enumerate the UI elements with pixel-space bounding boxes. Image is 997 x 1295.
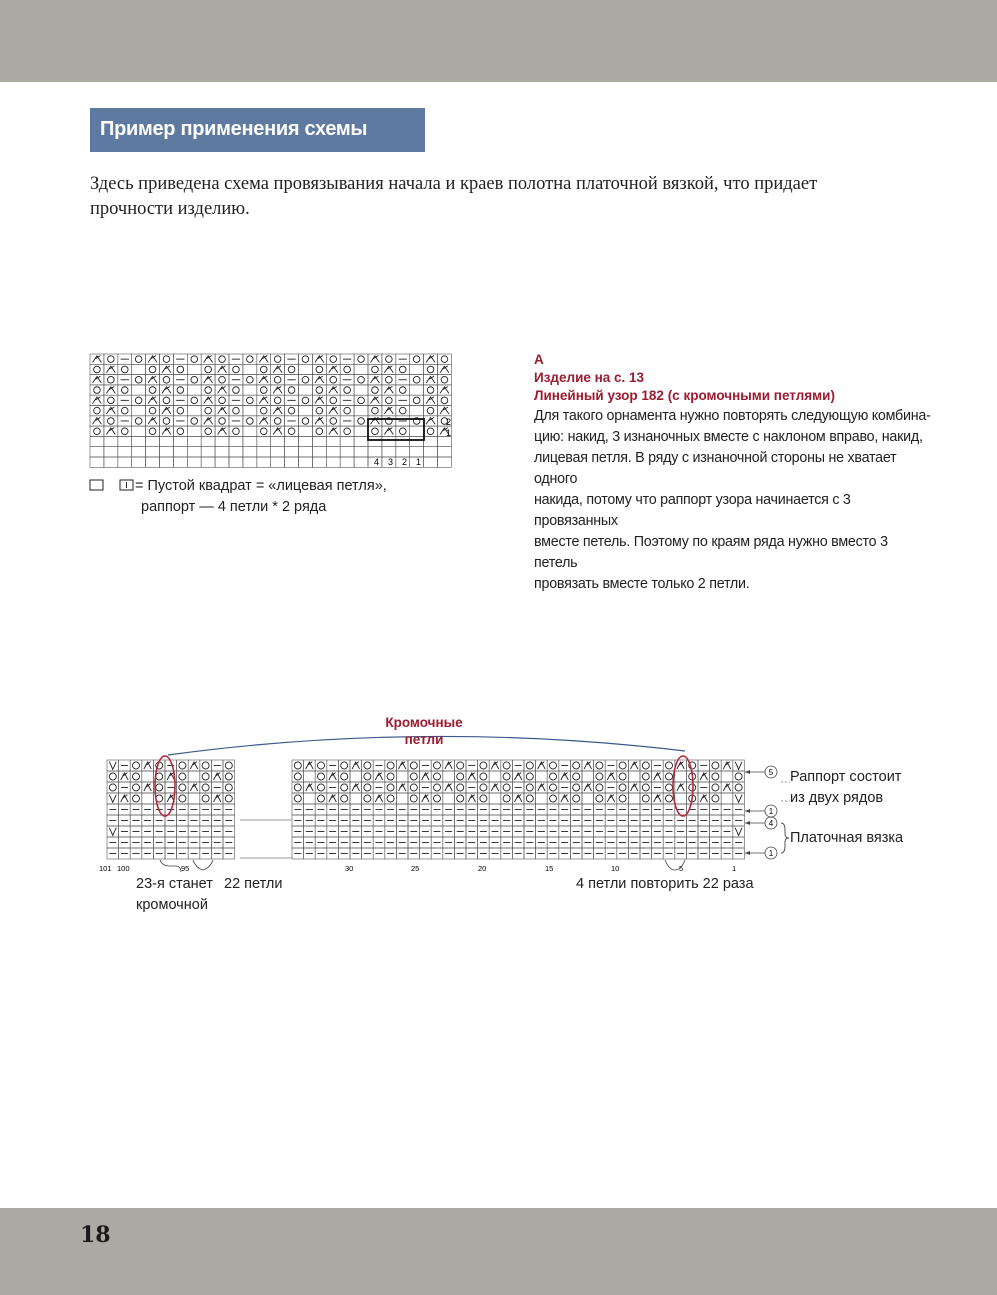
edge-stitch-ellipse-right [673,756,693,816]
row-number-2: 2 [446,417,452,427]
axis-label-101: 101 [99,864,112,873]
rapport-note [790,767,901,809]
svg-text:1: 1 [768,807,774,816]
label-23-line-2: кромочной [136,897,208,913]
svg-text:5: 5 [768,768,774,777]
svg-text:4: 4 [768,819,774,828]
description-line: провязать вместе только 2 петли. [534,576,750,592]
pattern-name: Линейный узор 182 (с кромочными петлями) [534,388,835,403]
garter-brace [781,823,789,853]
axis-label-30: 30 [345,864,354,873]
description-line: цию: накид, 3 изнаночных вместе с наклоном вправо, накид, [534,429,923,445]
stitch-number-2: 2 [402,457,408,467]
bracket-edge [160,860,181,872]
pattern-label: A [534,352,544,367]
knitting-chart-b [95,710,895,880]
bottom-band [0,1208,997,1295]
axis-label-95: 95 [181,864,190,873]
section-title-bar [90,108,425,152]
edge-stitches-label [379,714,469,748]
circled-row-4 [745,817,777,829]
axis-label-15: 15 [545,864,554,873]
stitch-number-1: 1 [416,457,422,467]
garter-label: Платочная вязка [790,830,904,846]
rapport-line-1: Раппорт состоит [790,769,902,785]
rapport-line-2: из двух рядов [790,790,884,806]
axis-label-25: 25 [411,864,420,873]
legend-symbols-icon [89,478,135,492]
description-line: Для такого орнамента нужно повторять следующую комбина- [534,408,931,424]
axis-label-10: 10 [611,864,620,873]
description-line: вместе петель. Поэтому по краям ряда нужно вместо 3 петель [534,534,888,571]
edge-label-line-1: Кромочные [385,715,463,730]
row-number-1: 1 [446,428,452,438]
knitting-chart-a [89,353,469,471]
pattern-description [534,406,934,595]
pattern-ref: Изделие на с. 13 [534,370,645,385]
stitches-22-label: 22 петли [224,876,283,892]
chart-a-legend [89,476,387,518]
description-line: накида, потому что раппорт узора начинается с 3 провязанных [534,492,851,529]
svg-text:1: 1 [768,849,774,858]
edge-becomes-label [136,874,213,916]
pattern-sidebar [534,351,934,595]
page-number: 18 [80,1222,111,1248]
circled-row-1 [745,805,777,817]
axis-label-20: 20 [478,864,487,873]
circled-row-1-bottom [745,847,777,859]
stitch-number-3: 3 [388,457,394,467]
bracket-22 [193,860,213,870]
chart-a-grid [90,354,451,467]
top-band [0,0,997,82]
legend-line-2: раппорт — 4 петли * 2 ряда [141,499,327,515]
intro-paragraph: Здесь приведена схема провязывания начала и краев полотна платочной вязкой, что придает прочности изделию. [90,174,818,219]
axis-label-5: 5 [679,864,684,873]
stitch-number-4: 4 [374,457,380,467]
axis-label-1: 1 [732,864,737,873]
repeat-label: 4 петли повторить 22 раза [576,876,754,892]
circled-row-5 [745,766,777,778]
description-line: лицевая петля. В ряду с изнаночной стороны не хватает одного [534,450,897,487]
label-23-line-1: 23-я станет [136,876,213,892]
legend-line-1: = Пустой квадрат = «лицевая петля», [135,478,387,494]
edge-label-line-2: петли [404,732,444,747]
axis-label-100: 100 [117,864,130,873]
section-title: Пример применения схемы [100,118,368,140]
